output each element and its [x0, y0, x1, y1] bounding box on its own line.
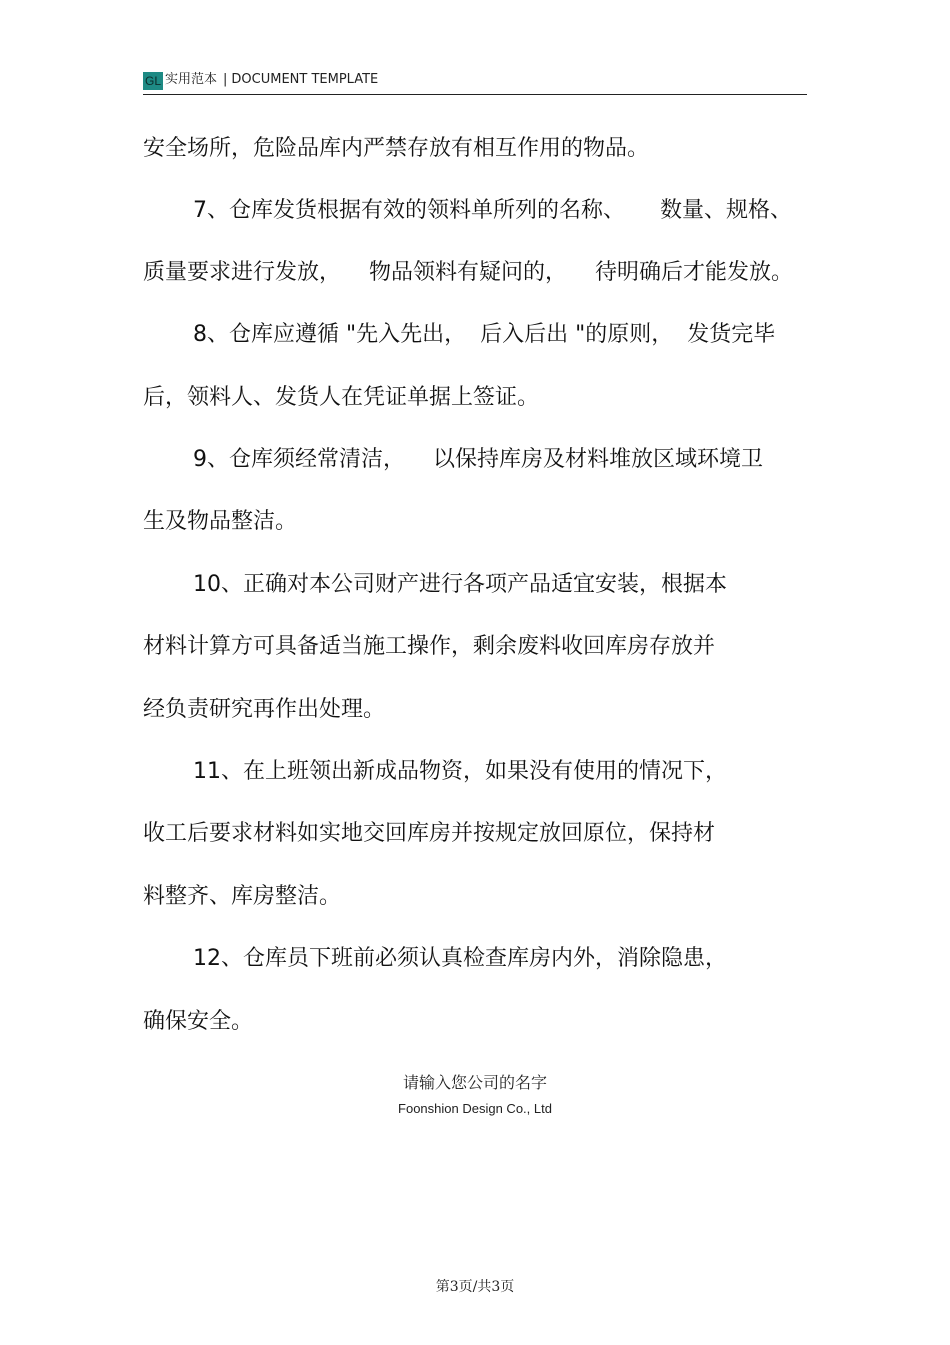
company-name-en: Foonshion Design Co., Ltd	[398, 1101, 552, 1116]
header-title-en: DOCUMENT TEMPLATE	[231, 72, 379, 87]
gl-logo: GL	[144, 74, 161, 88]
body-line: 确保安全。	[143, 1009, 254, 1034]
body-line: 11、在上班领出新成品物资，如果没有使用的情况下，	[193, 759, 727, 784]
body-line: 材料计算方可具备适当施工操作，剩余废料收回库房存放并	[143, 634, 716, 659]
header-title-cn: 实用范本	[165, 72, 218, 87]
header-separator: |	[223, 72, 228, 87]
company-name-cn: 请输入您公司的名字	[402, 1073, 547, 1092]
page-number: 第3页/共3页	[435, 1279, 515, 1295]
body-line: 12、仓库员下班前必须认真检查库房内外，消除隐患，	[193, 946, 727, 971]
header-title	[165, 70, 378, 90]
body-line: 7、仓库发货根据有效的领料单所列的名称、 数量、规格、	[193, 198, 792, 223]
body-line: 质量要求进行发放， 物品领料有疑问的， 待明确后才能发放。	[143, 260, 793, 285]
body-line: 9、仓库须经常清洁， 以保持库房及材料堆放区域环境卫	[193, 447, 763, 472]
body-line: 10、正确对本公司财产进行各项产品适宜安装，根据本	[193, 572, 727, 597]
page-header	[143, 70, 807, 95]
body-line: 料整齐、库房整洁。	[143, 884, 342, 909]
body-line: 8、仓库应遵循 "先入先出， 后入后出 "的原则， 发货完毕	[193, 322, 776, 347]
body-line: 生及物品整洁。	[143, 509, 298, 534]
body-line: 收工后要求材料如实地交回库房并按规定放回原位，保持材	[143, 821, 716, 846]
body-line: 经负责研究再作出处理。	[143, 697, 386, 722]
body-line: 后，领料人、发货人在凭证单据上签证。	[143, 385, 540, 410]
body-line: 安全场所，危险品库内严禁存放有相互作用的物品。	[143, 136, 650, 161]
